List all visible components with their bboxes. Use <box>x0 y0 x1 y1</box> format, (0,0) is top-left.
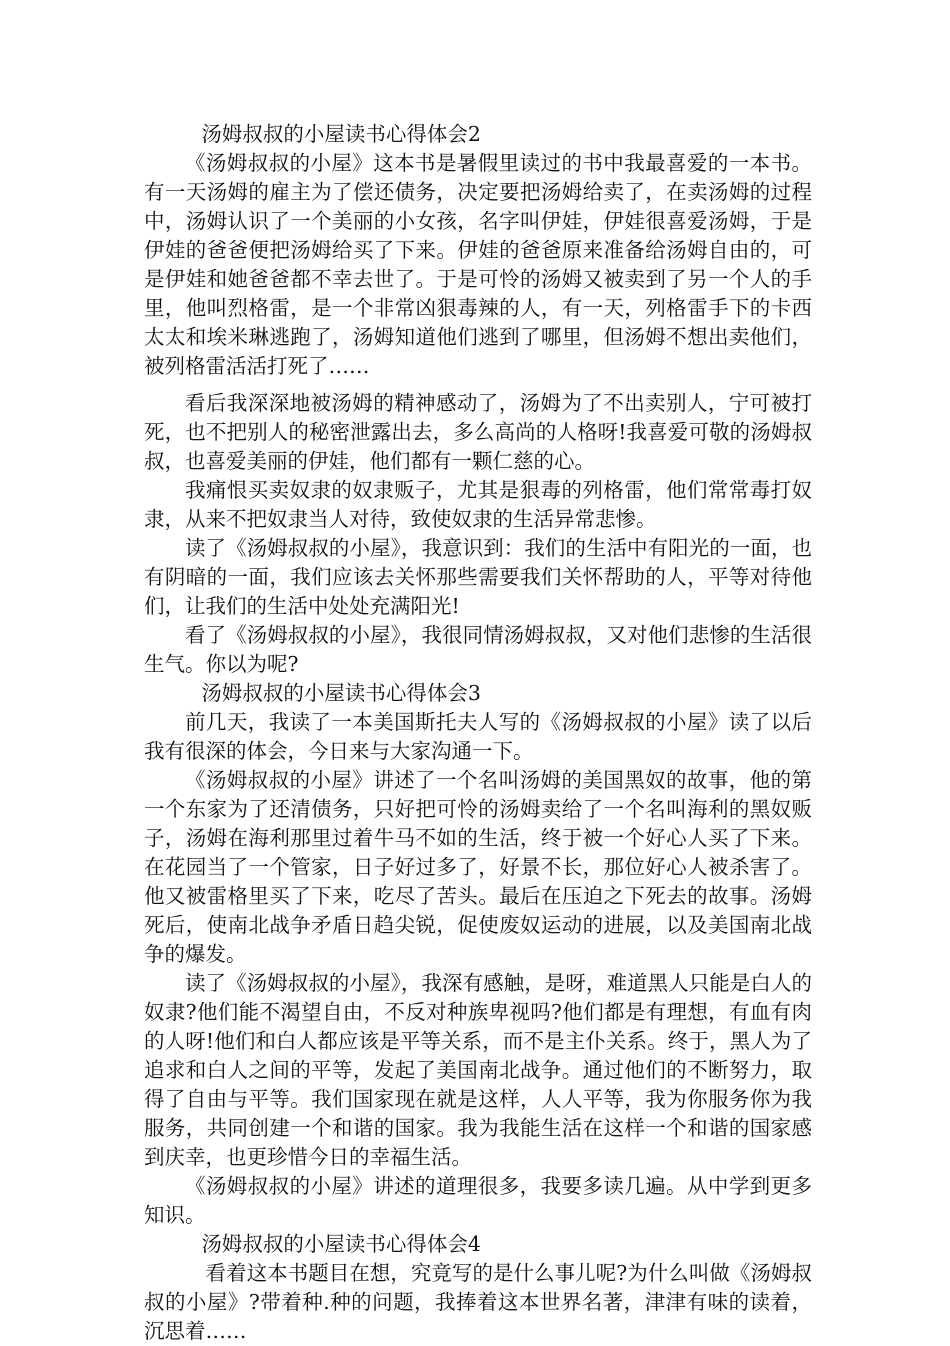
paragraph: 前几天，我读了一本美国斯托夫人写的《汤姆叔叔的小屋》读了以后我有很深的体会，今日来与大家沟通一下。 <box>144 710 812 763</box>
paragraph: 看着这本书题目在想，究竟写的是什么事儿呢?为什么叫做《汤姆叔叔的小屋》?带着种.种的问题，我捧着这本世界名著，津津有味的读着，沉思着…… <box>144 1261 812 1343</box>
section-heading: 汤姆叔叔的小屋读书心得体会2 <box>201 122 481 146</box>
paragraph: 《汤姆叔叔的小屋》讲述了一个名叫汤姆的美国黑奴的故事，他的第一个东家为了还清债务，只好把可怜的汤姆卖给了一个名叫海利的黑奴贩子，汤姆在海利那里过着牛马不如的生活，终于被一个好心人买了下来。在花园当了一个管家，日子好过多了，好景不长，那位好心人被杀害了。他又被雷格里买了下来，吃尽了苦头。最后在压迫之下死去的故事。汤姆死后，使南北战争矛盾日趋尖锐，促使废奴运动的进展，以及美国南北战争的爆发。 <box>144 768 812 966</box>
paragraph: 《汤姆叔叔的小屋》这本书是暑假里读过的书中我最喜爱的一本书。有一天汤姆的雇主为了偿还债务，决定要把汤姆给卖了，在卖汤姆的过程中，汤姆认识了一个美丽的小女孩，名字叫伊娃，伊娃很喜爱汤姆，于是伊娃的爸爸便把汤姆给买了下来。伊娃的爸爸原来准备给汤姆自由的，可是伊娃和她爸爸都不幸去世了。于是可怜的汤姆又被卖到了另一个人的手里，他叫烈格雷，是一个非常凶狠毒辣的人，有一天，列格雷手下的卡西太太和埃米琳逃跑了，汤姆知道他们逃到了哪里，但汤姆不想出卖他们，被列格雷活活打死了…… <box>144 151 812 378</box>
paragraph: 看后我深深地被汤姆的精神感动了，汤姆为了不出卖别人，宁可被打死，也不把别人的秘密泄露出去，多么高尚的人格呀!我喜爱可敬的汤姆叔叔，也喜爱美丽的伊娃，他们都有一颗仁慈的心。 <box>144 391 812 473</box>
paragraph: 看了《汤姆叔叔的小屋》，我很同情汤姆叔叔，又对他们悲惨的生活很生气。你以为呢? <box>144 623 812 676</box>
section-heading: 汤姆叔叔的小屋读书心得体会4 <box>201 1232 481 1256</box>
paragraph: 《汤姆叔叔的小屋》讲述的道理很多，我要多读几遍。从中学到更多知识。 <box>144 1174 812 1227</box>
document-page <box>144 120 812 1346</box>
paragraph: 读了《汤姆叔叔的小屋》，我深有感触，是呀，难道黑人只能是白人的奴隶?他们能不渴望自由，不反对种族卑视吗?他们都是有理想，有血有肉的人呀!他们和白人都应该是平等关系，而不是主仆关系。终于，黑人为了追求和白人之间的平等，发起了美国南北战争。通过他们的不断努力，取得了自由与平等。我们国家现在就是这样，人人平等，我为你服务你为我服务，共同创建一个和谐的国家。我为我能生活在这样一个和谐的国家感到庆幸，也更珍惜今日的幸福生活。 <box>144 971 812 1169</box>
section-heading: 汤姆叔叔的小屋读书心得体会3 <box>201 681 481 705</box>
paragraph: 我痛恨买卖奴隶的奴隶贩子，尤其是狠毒的列格雷，他们常常毒打奴隶，从来不把奴隶当人对待，致使奴隶的生活异常悲惨。 <box>144 478 812 531</box>
paragraph: 读了《汤姆叔叔的小屋》，我意识到：我们的生活中有阳光的一面，也有阴暗的一面，我们应该去关怀那些需要我们关怀帮助的人，平等对待他们，让我们的生活中处处充满阳光! <box>144 536 812 618</box>
